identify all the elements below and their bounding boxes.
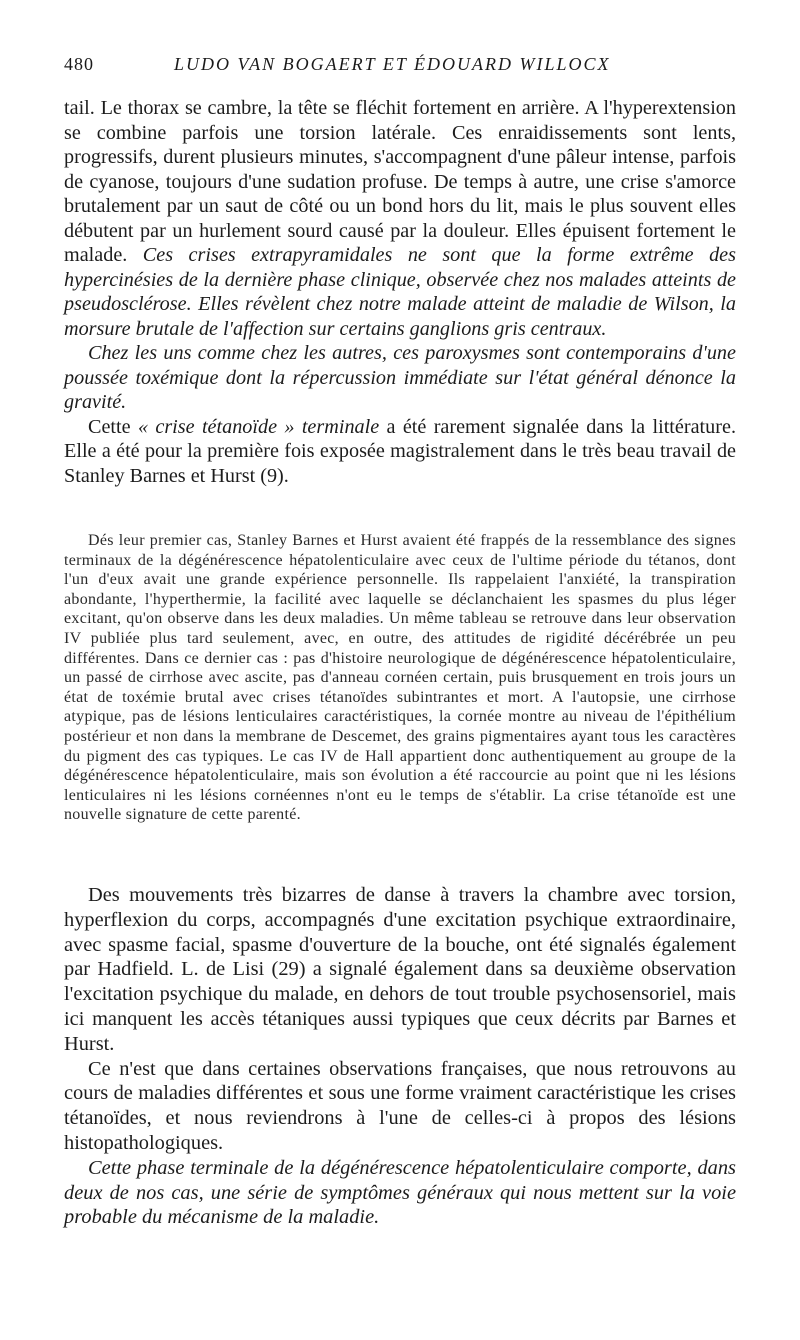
- small-print-note: [64, 531, 736, 825]
- main-text-bottom: [64, 883, 736, 1230]
- paragraph-5: Ce n'est que dans certaines observations françaises, que nous retrouvons au cours de maladies différentes et sous une forme vraiment caractéristique les crises tétanoïdes, et nous reviendrons à l'une de celles-ci à propos des lésions histopathologiques.: [64, 1057, 736, 1154]
- paragraph-3-term: « crise tétanoïde » terminale: [137, 415, 380, 438]
- running-header: [64, 54, 740, 80]
- paragraph-1: [64, 96, 736, 341]
- paragraph-3: [64, 415, 736, 489]
- running-title: LUDO VAN BOGAERT ET ÉDOUARD WILLOCX: [174, 54, 611, 74]
- main-text-top: [64, 96, 736, 488]
- paragraph-3-start: Cette: [88, 415, 138, 438]
- paragraph-1-roman: tail. Le thorax se cambre, la tête se fléchit fortement en arrière. A l'hyperextension se combine parfois une torsion latérale. Ces enraidissements sont lents, progressifs, durent plusieurs minutes, s'accompagnent d'une pâleur intense, parfois de cyanose, toujours d'une sudation profuse. De temps à autre, une crise s'amorce brutalement par un saut de côté ou un bond hors du lit, mais le plus souvent elles débutent par un hurlement sourd causé par la douleur. Elles épuisent fortement le malade.: [64, 97, 736, 266]
- paragraph-3-end: a été rarement signalée dans la littérature. Elle a été pour la première fois exposée magistralement dans le très beau travail de Stanley Barnes et Hurst (9).: [64, 415, 736, 487]
- paragraph-6: [64, 1156, 736, 1230]
- page-number: 480: [64, 54, 94, 74]
- paragraph-6-italic: Cette phase terminale de la dégénérescence hépatolenticulaire comporte, dans deux de nos cas, une série de symptômes généraux qui nous mettent sur la voie probable du mécanisme de la maladie.: [64, 1156, 736, 1229]
- note-paragraph: Dés leur premier cas, Stanley Barnes et Hurst avaient été frappés de la ressemblance des signes terminaux de la dégénérescence hépatolenticulaire avec ceux de l'ultime période du tétanos, dont l'un d'eux avait une grande expérience personnelle. Ils rappelaient l'anxiété, la transpiration abondante, l'hyperthermie, la facilité avec laquelle se déclanchaient les spasmes du plus léger excitant, qu'on observe dans les deux maladies. Un même tableau se retrouve dans leur observation IV publiée plus tard seulement, avec, en outre, des attitudes de rigidité décérébrée un peu différentes. Dans ce dernier cas : pas d'histoire neurologique de dégénérescence hépatolenticulaire, un passé de cirrhose avec ascite, pas d'anneau cornéen certain, puis brusquement en trois jours un état de toxémie brutal avec crises tétanoïdes subintrantes et mort. A l'autopsie, une cirrhose atypique, pas de lésions lenticulaires caractéristiques, la cornée montre au niveau de l'épithélium postérieur et non dans la membrane de Descemet, des grains pigmentaires ayant tous les caractères du pigment des cas typiques. Le cas IV de Hall appartient donc authentiquement au groupe de la dégénérescence hépatolenticulaire, mais son évolution a été raccourcie au point que ni les lésions lenticulaires ni les lésions cornéennes n'ont eu le temps de s'établir. La crise tétanoïde est une nouvelle signature de cette parenté.: [64, 532, 736, 824]
- paragraph-4: Des mouvements très bizarres de danse à travers la chambre avec torsion, hyperflexion du corps, accompagnés d'une excitation psychique extraordinaire, avec spasme facial, spasme d'ouverture de la bouche, ont été signalés également par Hadfield. L. de Lisi (29) a signalé également dans sa deuxième observation l'excitation psychique du malade, en dehors de tout trouble psychosensoriel, mais ici manquent les accès tétaniques aussi typiques que ceux décrits par Barnes et Hurst.: [64, 884, 736, 1055]
- paragraph-1-italic: Ces crises extrapyramidales ne sont que la forme extrême des hypercinésies de la dernière phase clinique, observée chez nos malades atteints de pseudosclérose. Elles révèlent chez notre malade atteint de maladie de Wilson, la morsure brutale de l'affection sur certains ganglions gris centraux.: [64, 244, 736, 340]
- paragraph-2-italic: Chez les uns comme chez les autres, ces paroxysmes sont contemporains d'une poussée toxémique dont la répercussion immédiate sur l'état général dénonce la gravité.: [64, 342, 736, 413]
- paragraph-2: [64, 341, 736, 415]
